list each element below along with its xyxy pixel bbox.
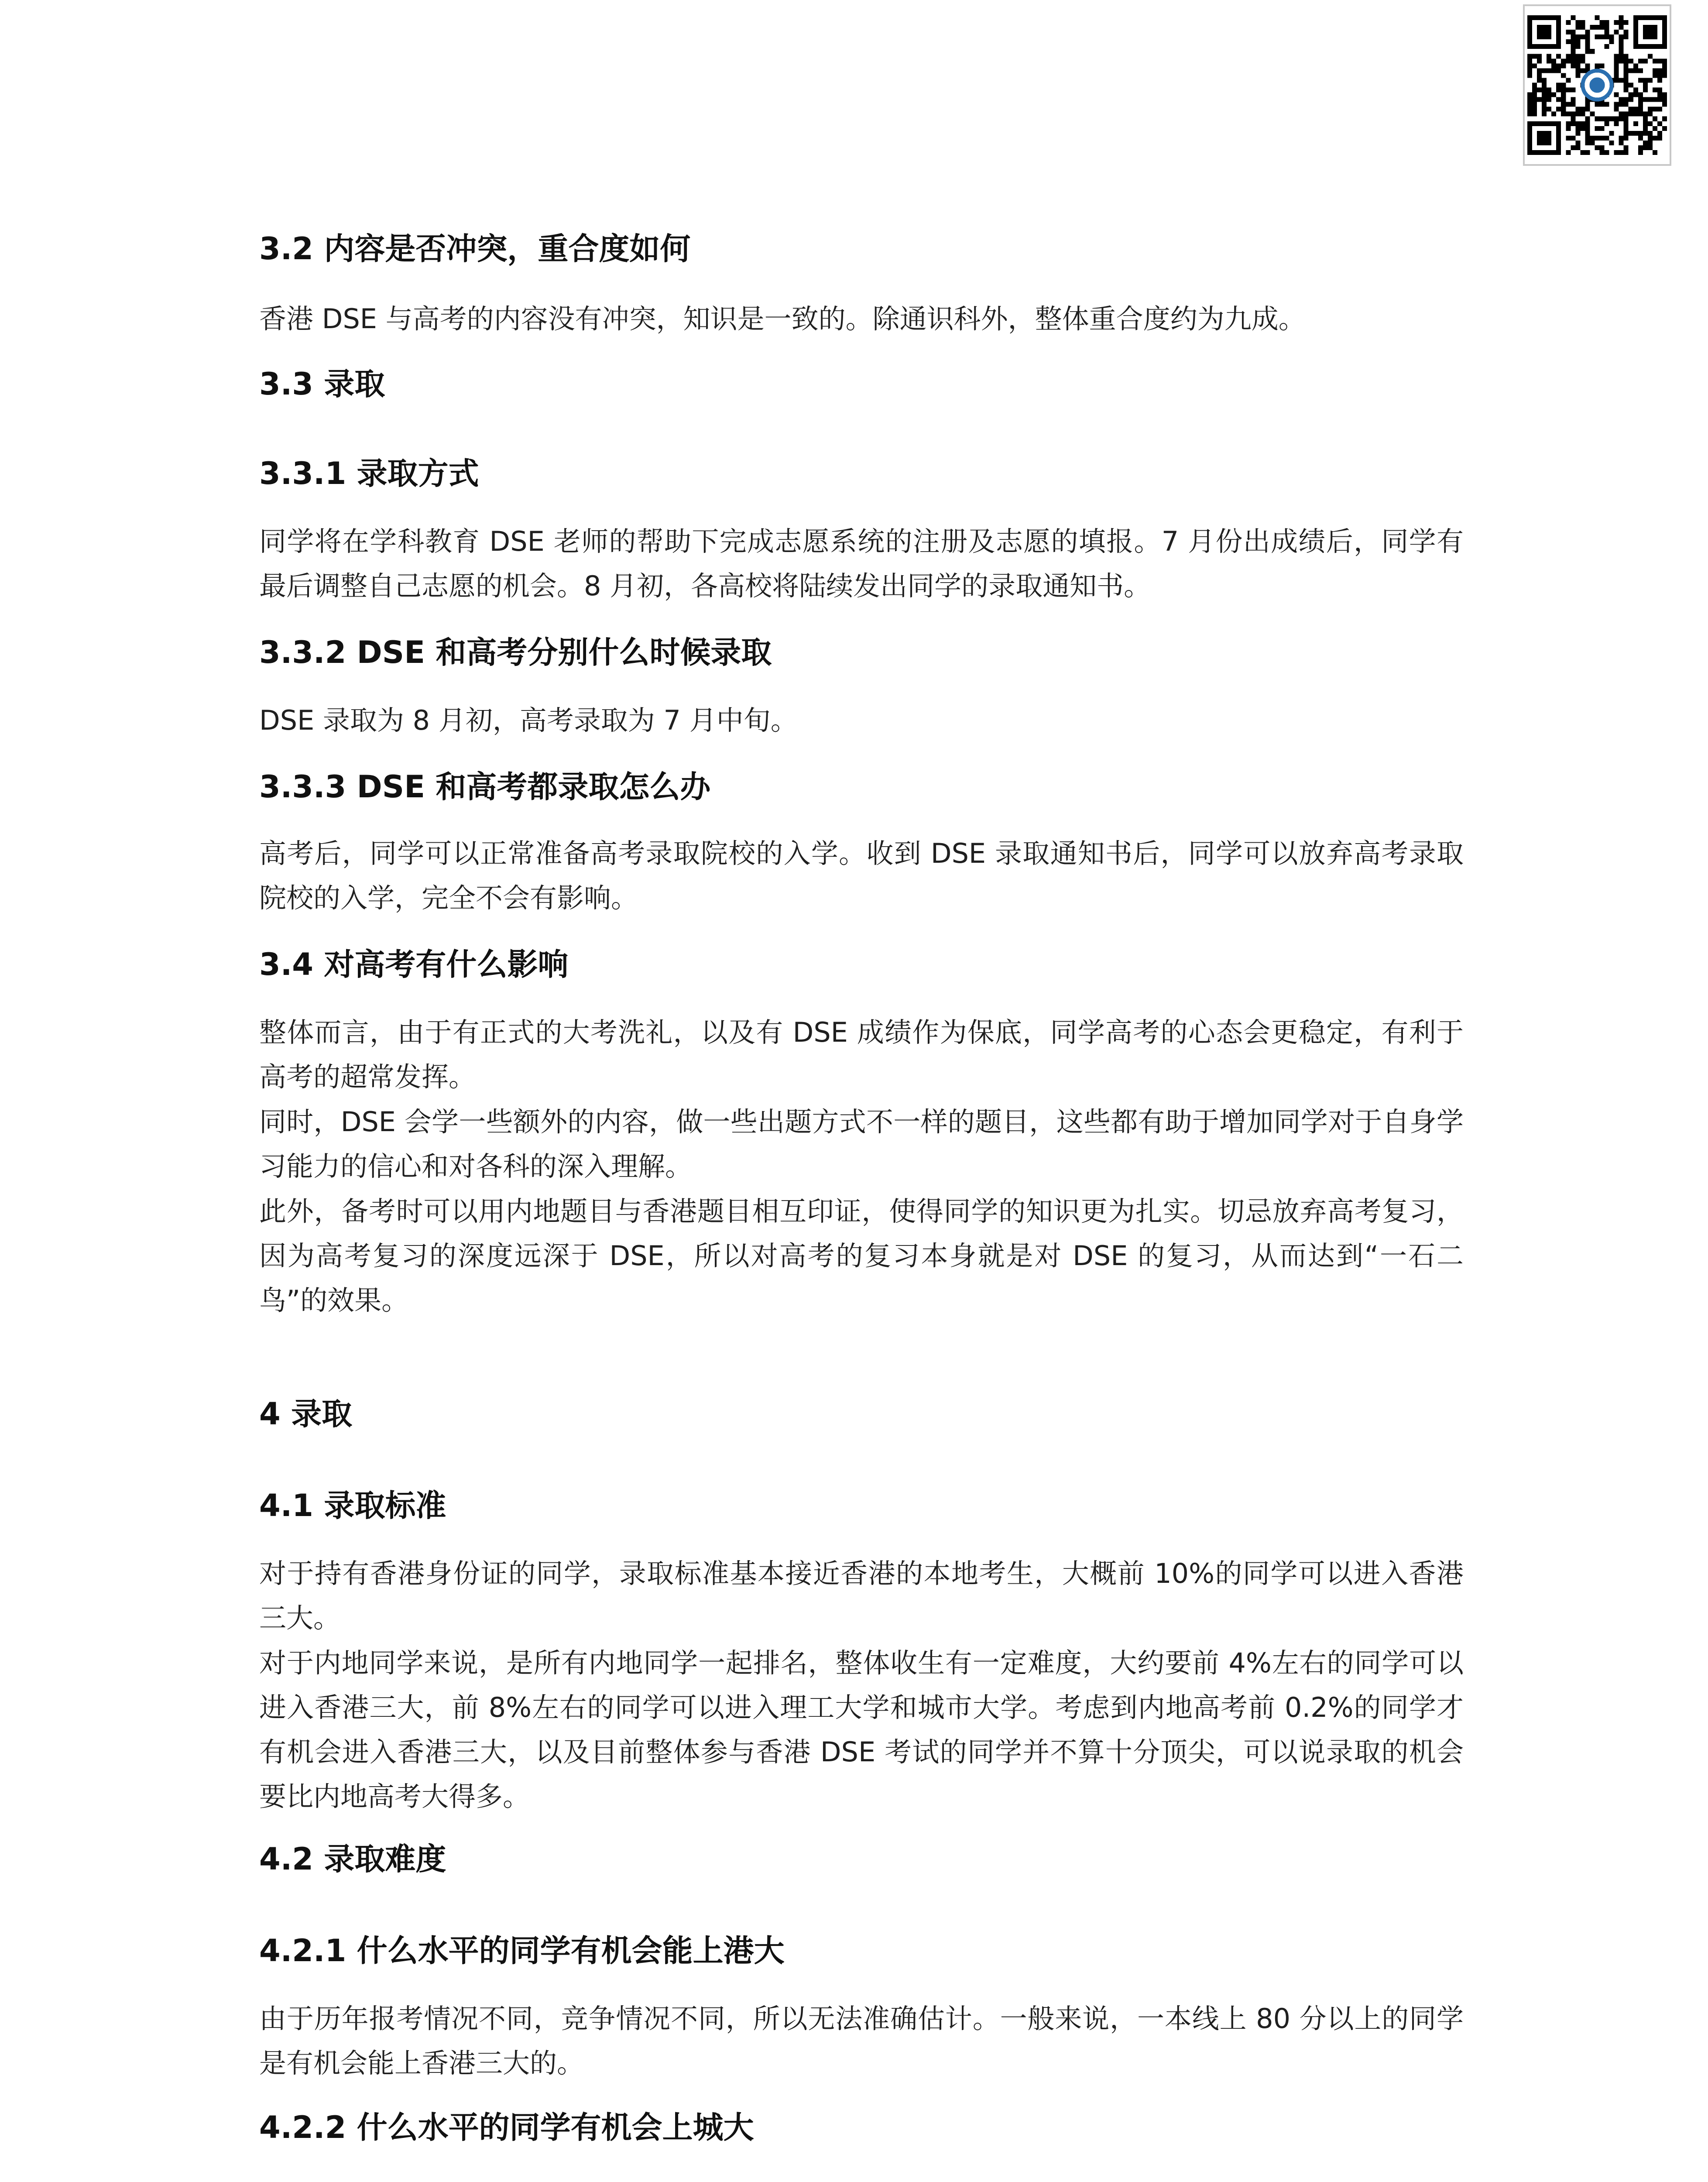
paragraph-3-3-1: 同学将在学科教育 DSE 老师的帮助下完成志愿系统的注册及志愿的填报。7 月份出成绩后，同学有最后调整自己志愿的机会。8 月初，各高校将陆续发出同学的录取通知书。 — [259, 525, 1464, 602]
paragraph-3-3-2: DSE 录取为 8 月初，高考录取为 7 月中旬。 — [259, 704, 798, 736]
heading-3-2: 3.2 内容是否冲突，重合度如何 — [259, 231, 691, 267]
heading-3-3: 3.3 录取 — [259, 366, 385, 402]
heading-3-3-2: 3.3.2 DSE 和高考分别什么时候录取 — [259, 635, 772, 670]
heading-3-3-1: 3.3.1 录取方式 — [259, 456, 479, 491]
paragraph-3-3-3: 高考后，同学可以正常准备高考录取院校的入学。收到 DSE 录取通知书后，同学可以放弃高考录取院校的入学，完全不会有影响。 — [259, 837, 1464, 914]
heading-3-4: 3.4 对高考有什么影响 — [259, 947, 569, 982]
heading-4-2-2: 4.2.2 什么水平的同学有机会上城大 — [259, 2110, 754, 2145]
paragraph-4-2-1: 由于历年报考情况不同，竞争情况不同，所以无法准确估计。一般来说，一本线上 80 分以上的同学是有机会能上香港三大的。 — [259, 2003, 1464, 2079]
heading-4-1: 4.1 录取标准 — [259, 1488, 446, 1523]
qr-code-icon — [1523, 4, 1671, 166]
heading-4: 4 录取 — [259, 1396, 353, 1432]
paragraph-3-4-1: 整体而言，由于有正式的大考洗礼，以及有 DSE 成绩作为保底，同学高考的心态会更稳定，有利于高考的超常发挥。 — [259, 1016, 1464, 1093]
paragraph-3-2: 香港 DSE 与高考的内容没有冲突，知识是一致的。除通识科外，整体重合度约为九成。 — [259, 303, 1306, 335]
paragraph-3-4-3: 此外，备考时可以用内地题目与香港题目相互印证，使得同学的知识更为扎实。切忌放弃高考复习，因为高考复习的深度远深于 DSE，所以对高考的复习本身就是对 DSE 的复习，从而达到“一石二鸟”的效果。 — [259, 1195, 1464, 1316]
heading-3-3-3: 3.3.3 DSE 和高考都录取怎么办 — [259, 769, 711, 805]
heading-4-2: 4.2 录取难度 — [259, 1841, 446, 1877]
paragraph-4-1-1: 对于持有香港身份证的同学，录取标准基本接近香港的本地考生，大概前 10%的同学可以进入香港三大。 — [259, 1558, 1464, 1634]
qr-code-graphic — [1527, 15, 1667, 155]
paragraph-3-4-2: 同时，DSE 会学一些额外的内容，做一些出题方式不一样的题目，这些都有助于增加同学对于自身学习能力的信心和对各科的深入理解。 — [259, 1106, 1464, 1182]
paragraph-4-1-2: 对于内地同学来说，是所有内地同学一起排名，整体收生有一定难度，大约要前 4%左右的同学可以进入香港三大，前 8%左右的同学可以进入理工大学和城市大学。考虑到内地高考前 0.2%的同学才有机会进入香港三大，以及目前整体参与香港 DSE 考试的同学并不算十分顶尖，可以说录取的机会要比内地高考大得多。 — [259, 1647, 1464, 1812]
heading-4-2-1: 4.2.1 什么水平的同学有机会能上港大 — [259, 1933, 785, 1969]
